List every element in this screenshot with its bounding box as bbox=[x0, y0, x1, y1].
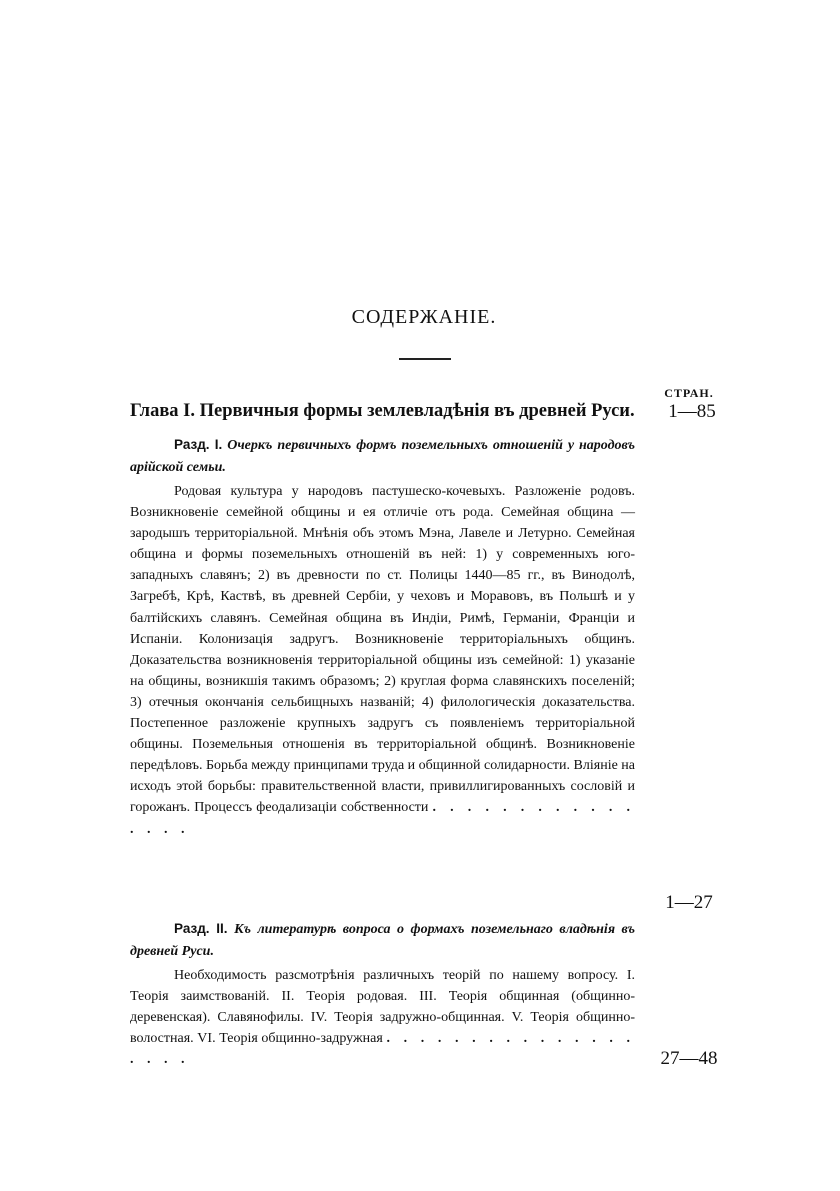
section-2-summary bbox=[130, 965, 635, 1070]
section-2-heading bbox=[130, 918, 635, 963]
section-1-summary bbox=[130, 481, 635, 840]
section-1-text: Родовая культура у народовъ пастушеско-кочевыхъ. Разложеніе родовъ. Возникновеніе семейной общины и ея отличіе отъ рода. Семейная община — зародышъ территоріальной. Мнѣнія объ этомъ Мэна, Лавеле и Летурно. Семейная община и формы поземельныхъ отношеній въ ней: 1) у современныхъ юго-западныхъ славянъ; 2) въ древности по ст. Полицы 1440—85 гг., въ Винодолѣ, Загребѣ, Крѣ, Каствѣ, въ древней Сербіи, у чеховъ и Моравовъ, въ Польшѣ и у балтійскихъ славянъ. Семейная община въ Индіи, Римѣ, Германіи, Франціи и Испаніи. Колонизація задругъ. Возникновеніе территоріальныхъ общинъ. Доказательства возникновенія территоріальной общины изъ семейной: 1) указаніе на общины, возникшія такимъ образомъ; 2) круглая форма славянскихъ поселеній; 3) отечныя окончанія сельбищныхъ названій; 4) филологическія доказательства. Постепенное разложеніе крупныхъ задругъ съ появленіемъ территоріальной общины. Поземельныя отношенія въ территоріальной общинѣ. Возникновеніе передѣловъ. Борьба между принципами труда и общинной солидарности. Вліяніе на исходъ этой борьбы: правительственной власти, привиллигированныхъ сословій и горожанъ. Процессъ феодализаціи собственности bbox=[130, 484, 635, 816]
section-2-text: Необходимость разсмотрѣнія различныхъ теорій по нашему вопросу. I. Теорія заимствованій. II. Теорія родовая. III. Теорія общинная (общинно-деревенская). Славянофилы. IV. Теорія задружно-общинная. V. Теорія общинно-волостная. VI. Теорія общинно-задружная bbox=[130, 968, 635, 1047]
section-1-heading bbox=[130, 434, 635, 479]
chapter-title: Глава I. Первичныя формы землевладѣнія въ древней Руси. bbox=[130, 401, 635, 421]
section-1-label: Разд. I. bbox=[174, 437, 223, 452]
title-divider bbox=[399, 358, 451, 360]
section-1-pages: 1—27 bbox=[665, 892, 713, 913]
pages-column-header: СТРАН. bbox=[664, 386, 714, 400]
section-2-pages: 27—48 bbox=[660, 1048, 718, 1069]
section-1-leaders: . . . . . . . . . . . . . . . . bbox=[130, 800, 636, 837]
page-title: СОДЕРЖАНІЕ. bbox=[351, 306, 497, 328]
chapter-pages: 1—85 bbox=[668, 401, 716, 422]
section-2-title: Къ литературѣ вопроса о формахъ поземельнаго владѣнія въ древней Руси. bbox=[130, 922, 635, 959]
section-2-label: Разд. II. bbox=[174, 921, 228, 936]
section-1-title: Очеркъ первичныхъ формъ поземельныхъ отношеній у народовъ арійской семьи. bbox=[130, 438, 635, 475]
section-2-leaders: . . . . . . . . . . . . . . . . . . . bbox=[130, 1031, 636, 1068]
